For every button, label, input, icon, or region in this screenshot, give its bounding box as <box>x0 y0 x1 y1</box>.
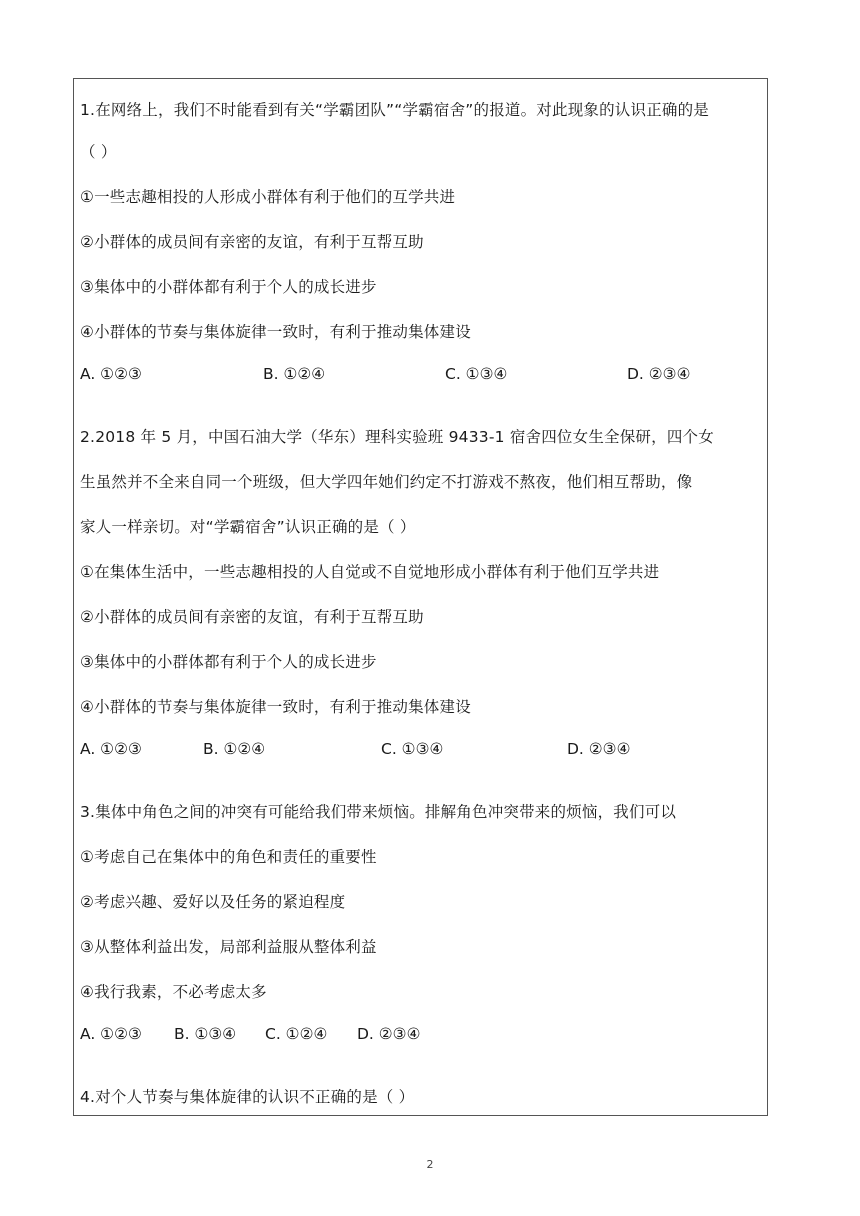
q1-option-b: B. ①②④ <box>263 365 326 383</box>
q1-item-4: ④小群体的节奏与集体旋律一致时，有利于推动集体建设 <box>80 323 471 341</box>
q3-option-c: C. ①②④ <box>265 1025 328 1043</box>
q1-item-1: ①一些志趣相投的人形成小群体有利于他们的互学共进 <box>80 188 456 206</box>
q3-option-b: B. ①③④ <box>174 1025 237 1043</box>
q3-option-d: D. ②③④ <box>357 1025 421 1043</box>
q1-option-a: A. ①②③ <box>80 365 142 383</box>
q3-item-2: ②考虑兴趣、爱好以及任务的紧迫程度 <box>80 893 346 911</box>
q2-option-d: D. ②③④ <box>567 740 631 758</box>
q2-item-3: ③集体中的小群体都有利于个人的成长进步 <box>80 653 377 671</box>
q2-option-a: A. ①②③ <box>80 740 142 758</box>
q2-option-c: C. ①③④ <box>381 740 444 758</box>
q3-item-3: ③从整体利益出发，局部利益服从整体利益 <box>80 938 377 956</box>
q3-option-a: A. ①②③ <box>80 1025 142 1043</box>
q2-item-2: ②小群体的成员间有亲密的友谊，有利于互帮互助 <box>80 608 424 626</box>
q1-item-2: ②小群体的成员间有亲密的友谊，有利于互帮互助 <box>80 233 424 251</box>
q1-stem-line-2: （ ） <box>80 143 117 161</box>
q2-item-1: ①在集体生活中，一些志趣相投的人自觉或不自觉地形成小群体有利于他们互学共进 <box>80 563 660 581</box>
q1-option-d: D. ②③④ <box>627 365 691 383</box>
q2-stem-line-3: 家人一样亲切。对“学霸宿舍”认识正确的是（ ） <box>80 518 416 536</box>
q1-item-3: ③集体中的小群体都有利于个人的成长进步 <box>80 278 377 296</box>
q3-item-1: ①考虑自己在集体中的角色和责任的重要性 <box>80 848 377 866</box>
q2-item-4: ④小群体的节奏与集体旋律一致时，有利于推动集体建设 <box>80 698 471 716</box>
q4-stem-line-1: 4.对个人节奏与集体旋律的认识不正确的是（ ） <box>80 1088 415 1106</box>
q3-stem-line-1: 3.集体中角色之间的冲突有可能给我们带来烦恼。排解角色冲突带来的烦恼，我们可以 <box>80 803 677 821</box>
q1-option-c: C. ①③④ <box>445 365 508 383</box>
page-number: 2 <box>426 1158 434 1171</box>
q2-stem-line-1: 2.2018 年 5 月，中国石油大学（华东）理科实验班 9433-1 宿舍四位女生全保研，四个女 <box>80 428 714 446</box>
q2-stem-line-2: 生虽然并不全来自同一个班级，但大学四年她们约定不打游戏不熬夜，他们相互帮助，像 <box>80 473 693 491</box>
q2-option-b: B. ①②④ <box>203 740 266 758</box>
q1-stem-line-1: 1.在网络上，我们不时能看到有关“学霸团队”“学霸宿舍”的报道。对此现象的认识正确的是 <box>80 101 710 119</box>
q3-item-4: ④我行我素，不必考虑太多 <box>80 983 267 1001</box>
